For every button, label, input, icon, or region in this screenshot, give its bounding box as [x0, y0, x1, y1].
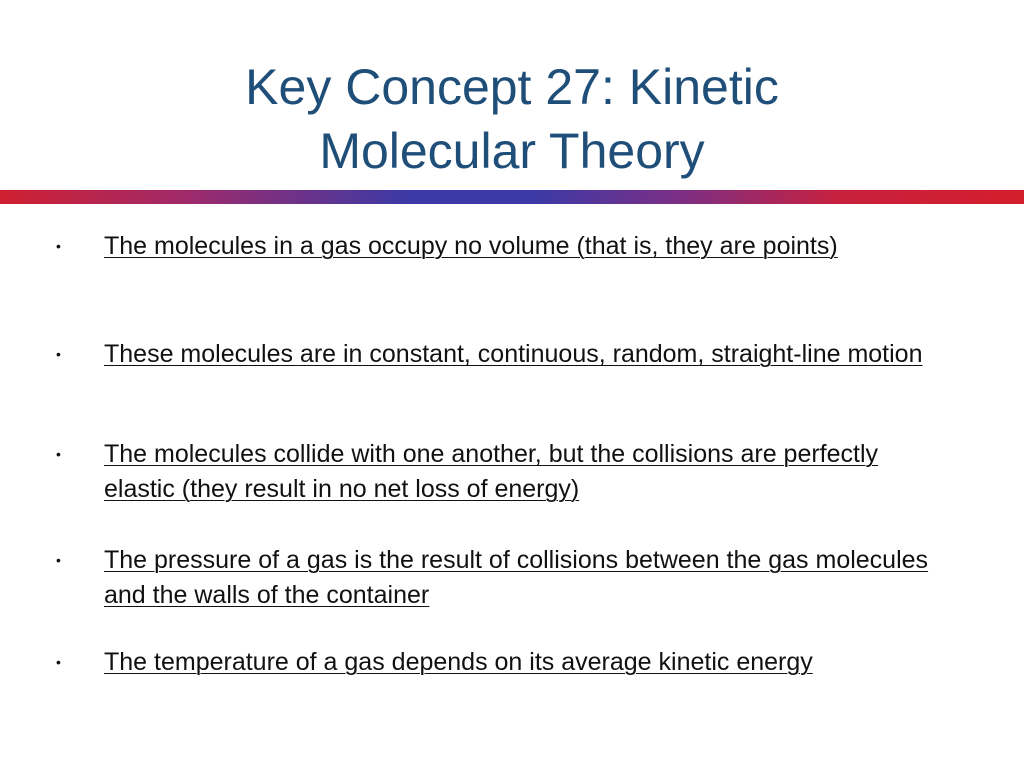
bullet-text: The molecules in a gas occupy no volume (that is, they are points) [104, 232, 838, 260]
title-divider-bar [0, 190, 1024, 204]
slide-title-line: Molecular Theory [319, 123, 705, 179]
bullet-icon: • [56, 552, 61, 568]
bullet-text: The temperature of a gas depends on its average kinetic energy [104, 648, 813, 676]
bullet-text: These molecules are in constant, continuous, random, straight-line motion [104, 340, 923, 368]
bullet-text: The molecules collide with one another, but the collisions are perfectly elastic (they result in no net loss of energy) [104, 440, 879, 503]
bullet-icon: • [56, 654, 61, 670]
bullet-icon: • [56, 446, 61, 462]
slide-title [112, 55, 912, 183]
slide-title-line: Key Concept 27: Kinetic [245, 59, 779, 115]
bullet-icon: • [56, 238, 61, 254]
bullet-text: The pressure of a gas is the result of collisions between the gas molecules and the walls of the container [104, 546, 929, 609]
bullet-icon: • [56, 346, 61, 362]
